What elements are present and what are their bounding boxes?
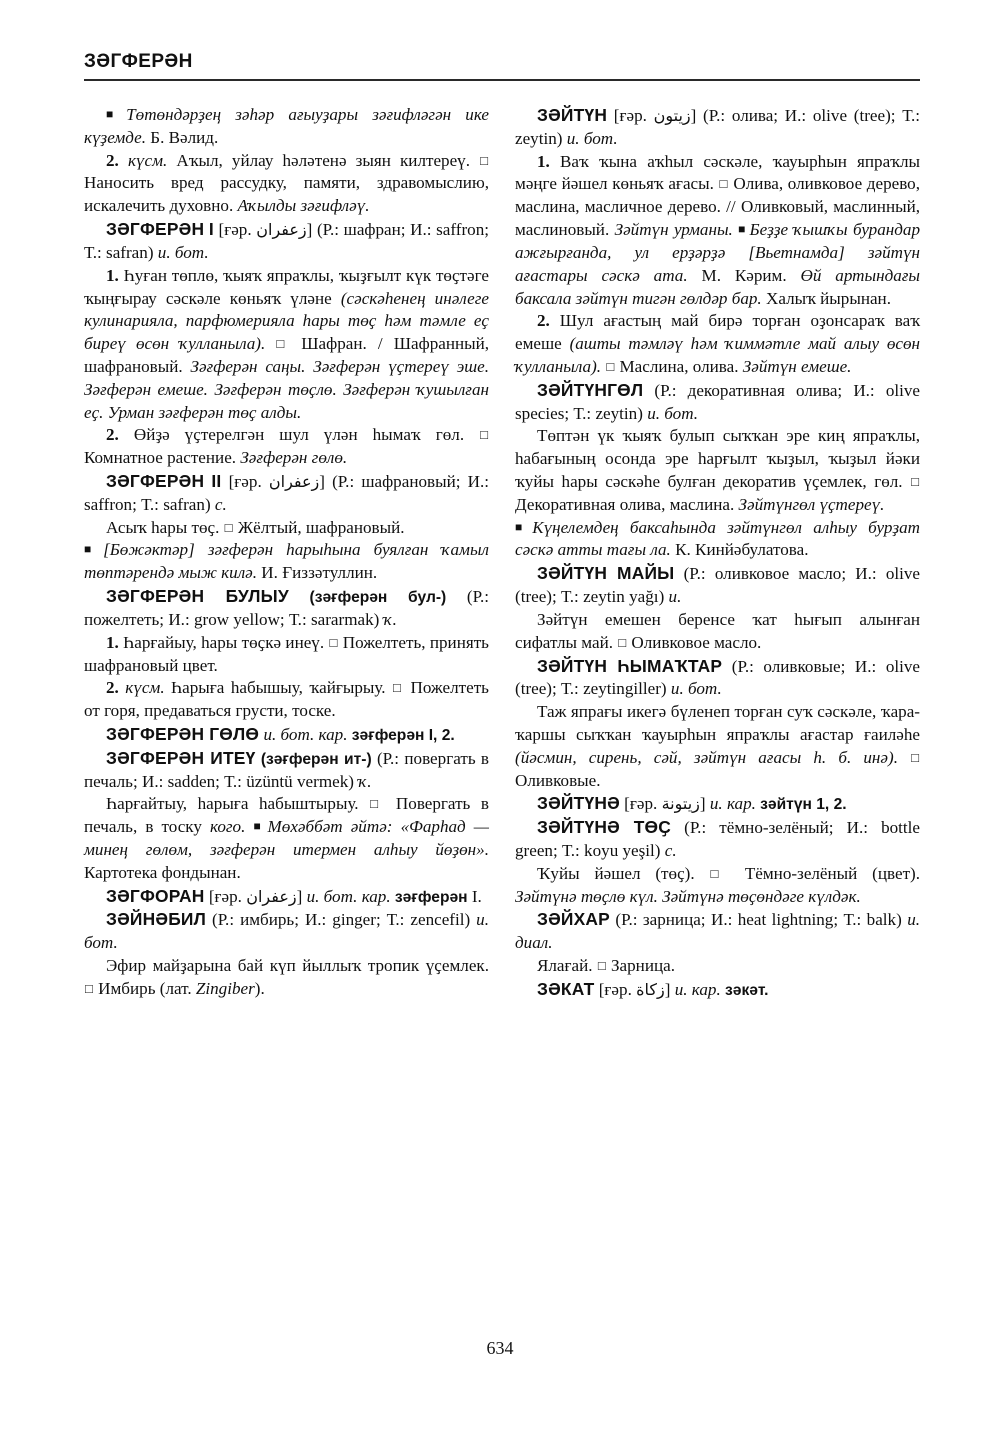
hollow-square-icon: □ <box>606 358 615 374</box>
grammar-label: и. диал. <box>515 910 921 953</box>
sense-block: Эфир майҙарына бай күп йыллыҡ тропик үҫемлек. □ Имбирь (лат. Zingiber). <box>85 956 489 998</box>
hollow-square-icon: □ <box>329 634 338 650</box>
hollow-square-icon: □ <box>480 427 488 443</box>
sense-block: Төптән үк ҡыяҡ булып сыҡҡан эре киң япраҡлы, һабағының осонда эре һарғылт ҡыҙыл, ҡыҙыл йәки ҡуйы һары сәскәһе булған декоратив үҫемлек, гөл. □ Декоративная олива, маслина. Зәйтүнгөл үҫтереү. <box>515 426 920 514</box>
entry-headword: ЗӘЙТҮН ҺЫМАҠТАР (Р.: оливковые; И.: olive (tree); Т.: zeytingiller) и. бот. <box>515 655 921 699</box>
arabic-etymon: زعفران <box>256 220 307 240</box>
hollow-square-icon: □ <box>618 634 627 650</box>
column-container <box>84 104 920 1304</box>
header-rule <box>84 79 920 81</box>
running-head-title: ЗӘГФЕРӘН <box>84 51 193 72</box>
arabic-etymon: زعفران <box>246 886 297 906</box>
entry-headword: ЗӘГФЕРӘН I [ғәр. زعفران] (Р.: шафран; И.: saffron; Т.: safran) и. бот. <box>84 219 490 262</box>
entry-headword-reference: ЗӘГФОРАН [ғәр. زعفران] и. бот. кар. зәғферән I. <box>106 885 482 906</box>
grammar-label: и. бот. кар. <box>263 724 348 744</box>
cross-reference: зәғферән <box>394 888 468 906</box>
grammar-label: и. бот. <box>566 128 618 148</box>
headword-text: ЗӘГФЕРӘН <box>106 471 205 491</box>
filled-square-icon: ■ <box>515 519 530 534</box>
arabic-etymon: زيتون <box>653 106 691 125</box>
grammar-label: и. <box>668 587 682 607</box>
headword-text: ЗӘГФЕРӘН ГӨЛӨ <box>106 723 260 744</box>
headword-roman: II <box>211 471 222 491</box>
headword-text: ЗӘЙТҮНГӨЛ <box>537 379 644 400</box>
sense-block: Асыҡ һары төҫ. □ Жёлтый, шафрановый. <box>106 517 405 537</box>
cross-reference-tail: I, 2. <box>428 726 455 744</box>
quote-block: ■ Күңелемдең баксаһында зәйтүнгөл алһыу бурҙат сәскә атты тағы ла. К. Кинйәбулатова. <box>515 517 920 560</box>
page-number: 634 <box>486 1338 514 1358</box>
hollow-square-icon: □ <box>480 152 488 168</box>
quote-block: ■ [Бөжәктәр] зәғферән һарыһына буялған ҡамыл төптәрендә мыж килә. И. Ғиззәтуллин. <box>84 540 489 583</box>
sense-block: Зәйтүн емешен беренсе ҡат һығып алынған сифатлы май. □ Оливковое масло. <box>515 609 920 652</box>
grammar-label: ҡ. <box>358 771 372 791</box>
hollow-square-icon: □ <box>911 749 919 765</box>
headword-text: ЗӘЙТҮН ҺЫМАҠТАР <box>537 655 723 676</box>
sense-block: 2. Шул ағастың май бирә торған оҙонсараҡ ваҡ емеше (ашты тәмләү һәм ҡиммәтле май алыу өсөн ҡулланыла). □ Маслина, олива. Зәйтүн емеше. <box>515 311 921 376</box>
right-column <box>515 104 920 1002</box>
hollow-square-icon: □ <box>597 958 606 974</box>
hollow-square-icon: □ <box>224 519 233 535</box>
entry-headword: ЗӘЙХАР (Р.: зарница; И.: heat lightning; Т.: balk) и. диал. <box>515 909 921 953</box>
cross-reference: зәкәт. <box>725 981 769 999</box>
headword-text: ЗӘГФЕРӘН ИТЕҮ <box>106 747 256 768</box>
headword-text: ЗӘГФОРАН <box>106 885 205 906</box>
headword-text: ЗӘЙТҮН <box>537 105 608 125</box>
grammar-label: и. кар. <box>674 979 721 999</box>
grammar-label: с. <box>664 841 677 860</box>
left-column <box>84 104 489 1001</box>
entry-headword: ЗӘГФЕРӘН ИТЕҮ (зәғферән ит-) (Р.: повергать в печаль; И.: sadden; Т.: üzüntü vermek) ҡ. <box>84 747 490 791</box>
cross-reference: зәғферән <box>351 726 425 744</box>
grammar-label: и. бот. <box>84 910 489 953</box>
grammar-label: и. кар. <box>709 794 756 814</box>
sense-block: 2. күсм. Һарыға һабышыу, ҡайғырыу. □ Пожелтеть от горя, предаваться грусти, тоске. <box>84 678 489 721</box>
arabic-etymon: زعفران <box>268 472 320 491</box>
arabic-etymon: زيتونة <box>661 794 700 814</box>
sense-block: 1. Һарғайыу, һары төҫкә инеү. □ Пожелтеть, принять шафрановый цвет. <box>84 632 489 675</box>
sense-block: Һарғайтыу, һарыға һабыштырыу. □ Повергать в печаль, в тоску кого. ■ Мөхәббәт әйтә: «Фарһад — минең гөлөм, зәғферән итермен алһыу йөҙөн». Картотека фондынан. <box>84 794 489 882</box>
grammar-label: и. бот. <box>157 242 209 262</box>
hollow-square-icon: □ <box>370 796 385 812</box>
headword-text: ЗӘКАТ <box>537 978 595 999</box>
sense-block: Ялағай. □ Зарница. <box>537 956 675 976</box>
filled-square-icon: ■ <box>84 542 101 557</box>
entry-headword: ЗӘГФЕРӘН II [ғәр. زعفران] (Р.: шафрановый; И.: saffron; Т.: safran) с. <box>84 471 489 514</box>
headword-text: ЗӘЙТҮН МАЙЫ <box>537 563 675 584</box>
grammar-label: и. бот. <box>670 679 722 699</box>
hollow-square-icon: □ <box>911 474 920 489</box>
latin-name: Zingiber <box>195 978 255 998</box>
entry-headword: ЗӘЙТҮНӘ ТӨҪ (Р.: тёмно-зелёный; И.: bottle green; Т.: koyu yeşil) с. <box>515 817 921 860</box>
quote-block: ■ Төтөндәрҙең зәһәр ағыуҙары зәғифләгән ике күҙемде. Б. Вәлид. <box>84 105 490 147</box>
cross-reference-tail: I. <box>471 886 482 906</box>
entry-headword: ЗӘЙТҮНГӨЛ (Р.: декоративная олива; И.: olive species; Т.: zeytin) и. бот. <box>515 379 920 423</box>
hollow-square-icon: □ <box>85 980 93 996</box>
entry-headword: ЗӘГФЕРӘН БУЛЫУ (зәғферән бул-) (Р.: пожелтеть; И.: grow yellow; Т.: sararmak) ҡ. <box>84 586 489 629</box>
grammar-label: и. бот. <box>647 403 699 423</box>
hollow-square-icon: □ <box>719 176 728 192</box>
entry-headword: ЗӘЙТҮН МАЙЫ (Р.: оливковое масло; И.: olive (tree); Т.: zeytin yağı) и. <box>515 563 921 607</box>
arabic-etymon: زكاة <box>636 979 665 999</box>
entry-headword: ЗӘЙТҮН [ғәр. زيتون] (Р.: олива; И.: olive (tree); Т.: zeytin) и. бот. <box>515 105 920 148</box>
headword-text: ЗӘГФЕРӘН <box>106 219 205 240</box>
headword-text: ЗӘЙХАР <box>537 909 610 930</box>
grammar-label: ҡ. <box>383 609 397 629</box>
sense-block: 1. Ваҡ ҡына аҡһыл сәскәле, ҡауырһын япраҡлы мәңге йәшел көньяҡ ағасы. □ Олива, оливковое дерево, маслина, масличное дерево. // Оливковый, маслинный, маслиновый. Зәйтүн урманы. ■ Беҙҙе ҡышҡы бурандар ажғырғанда, ул ерҙәрҙә [Вьетнамда] зәйтүн ағастары сәскә ата. М. Кәрим. Өй артындағы баксала зәйтүн тигән гөлдәр бар. Халыҡ йырынан. <box>515 151 921 308</box>
filled-square-icon: ■ <box>106 107 124 121</box>
sense-block: 1. Һуған төплө, ҡыяҡ япраҡлы, ҡыҙғылт күк төҫтәге ҡыңғырау сәскәле көньяҡ үләне (сәскәһенең инәлеге кулинарияла, парфюмерияла һары төҫ һәм тәмле еҫ биреү өсөн ҡулланыла). □ Шафран. / Шафранный, шафрановый. Зәғферән саңы. Зәғферән үҫтереү эше. Зәғферән емеше. Зәғферән төҫлө. Зәғферән ҡушылған еҫ. Урман зәғферән төҫ алды. <box>84 265 490 422</box>
filled-square-icon: ■ <box>738 222 747 237</box>
headword-text: ЗӘГФЕРӘН БУЛЫУ <box>106 586 289 607</box>
filled-square-icon: ■ <box>253 819 265 834</box>
sense-block: Ҡуйы йәшел (төҫ). □ Тёмно-зелёный (цвет). Зәйтүнә төҫлө күл. Зәйтүнә төҫөндәге күлдәк. <box>515 863 920 906</box>
sense-block: 2. күсм. Аҡыл, уйлау һәләтенә зыян килтереү. □ Наносить вред рассудку, памяти, здравомыслию, искалечить духовно. Аҡылды зәғифләү. <box>84 150 489 216</box>
entry-headword: ЗӘЙНӘБИЛ (Р.: имбирь; И.: ginger; Т.: zencefil) и. бот. <box>84 909 489 953</box>
double-slash-separator: // <box>726 197 736 217</box>
entry-headword-reference: ЗӘЙТҮНӘ [ғәр. زيتونة] и. кар. зәйтүн 1, 2. <box>537 793 847 814</box>
headword-text: ЗӘЙТҮНӘ <box>537 793 620 814</box>
cross-reference: зәйтүн 1, 2. <box>760 796 847 814</box>
grammar-label: и. бот. кар. <box>306 886 391 906</box>
hollow-square-icon: □ <box>392 680 404 696</box>
headword-stem: (зәғферән бул-) <box>309 589 447 607</box>
running-head <box>84 52 920 81</box>
hollow-square-icon: □ <box>710 865 729 881</box>
sense-block: Таж япрағы икегә бүленеп торған суҡ сәскәле, ҡара-ҡаршы сыҡҡан ҡауырһын япраҡлы ағастар ғаиләһе (йәсмин, сирень, сәй, зәйтүн ағасы һ. б. инә). □ Оливковые. <box>515 702 920 790</box>
hollow-square-icon: □ <box>276 336 291 352</box>
sense-block: 2. Өйҙә үҫтерелгән шул үлән һымаҡ гөл. □ Комнатное растение. Зәғферән гөлө. <box>84 425 488 468</box>
entry-headword-reference <box>84 723 489 747</box>
headword-roman: I <box>208 219 214 240</box>
entry-headword-reference: ЗӘКАТ [ғәр. زكاة] и. кар. зәкәт. <box>537 978 769 999</box>
headword-text: ЗӘЙНӘБИЛ <box>106 909 207 930</box>
headword-stem: (зәғферән ит-) <box>260 750 372 768</box>
grammar-label: с. <box>214 494 227 514</box>
headword-text: ЗӘЙТҮНӘ ТӨҪ <box>537 817 672 838</box>
